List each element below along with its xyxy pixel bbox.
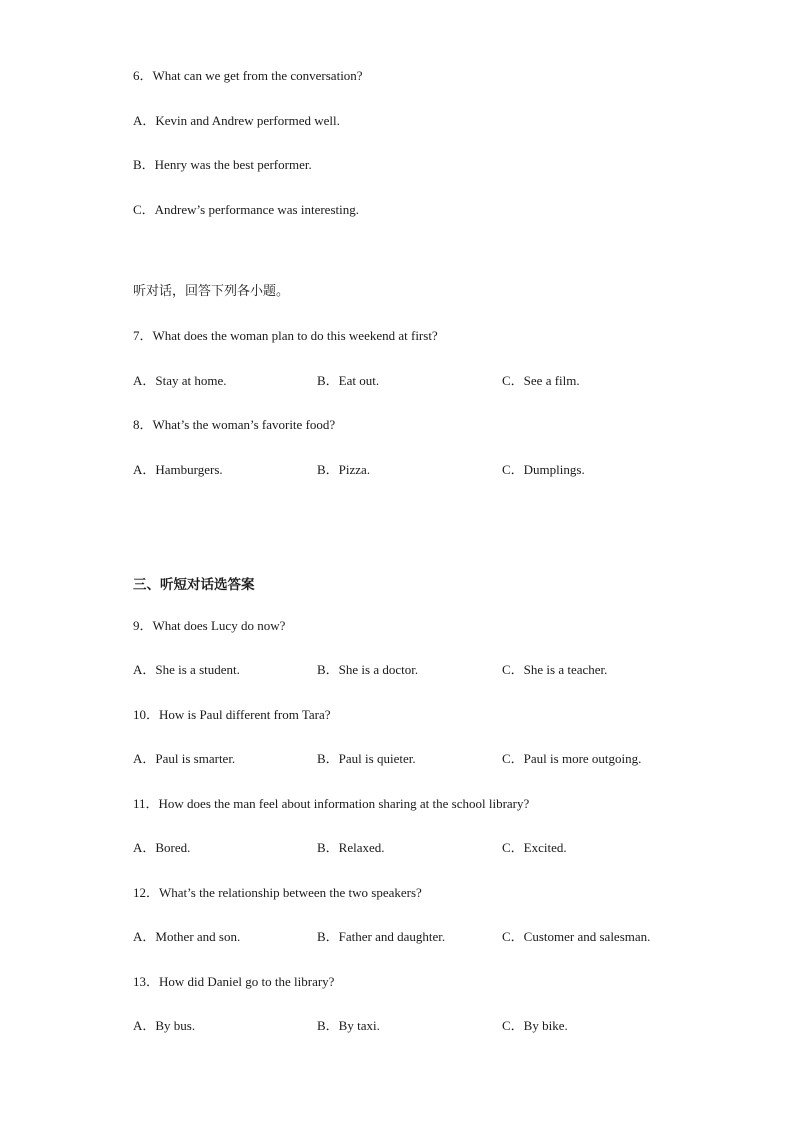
q9-option-c: C．She is a teacher.: [502, 662, 608, 677]
q12-option-b: B．Father and daughter.: [317, 929, 446, 944]
q6-option-c: C．Andrew’s performance was interesting.: [133, 202, 359, 217]
q10-option-a: A．Paul is smarter.: [133, 751, 236, 766]
q10-option-b: B．Paul is quieter.: [317, 751, 416, 766]
q13-option-c: C．By bike.: [502, 1018, 568, 1033]
group-instruction: 听对话，回答下列各小题。: [133, 284, 290, 299]
question-11: 11．How does the man feel about information sharing at the school library?: [133, 796, 530, 811]
q12-option-a: A．Mother and son.: [133, 929, 241, 944]
q7-option-b: B．Eat out.: [317, 373, 380, 388]
q11-option-b: B．Relaxed.: [317, 840, 385, 855]
question-12: 12．What’s the relationship between the two speakers?: [133, 885, 422, 900]
q9-option-b: B．She is a doctor.: [317, 662, 419, 677]
q12-option-c: C．Customer and salesman.: [502, 929, 651, 944]
q11-option-a: A．Bored.: [133, 840, 191, 855]
q11-option-c: C．Excited.: [502, 840, 567, 855]
q13-option-b: B．By taxi.: [317, 1018, 380, 1033]
q7-option-a: A．Stay at home.: [133, 373, 227, 388]
q10-option-c: C．Paul is more outgoing.: [502, 751, 642, 766]
q8-option-a: A．Hamburgers.: [133, 462, 223, 477]
question-6: 6．What can we get from the conversation?: [133, 68, 363, 83]
q7-option-c: C．See a film.: [502, 373, 580, 388]
q6-option-b: B．Henry was the best performer.: [133, 157, 312, 172]
q8-option-b: B．Pizza.: [317, 462, 371, 477]
q8-option-c: C．Dumplings.: [502, 462, 585, 477]
question-13: 13．How did Daniel go to the library?: [133, 974, 335, 989]
question-9: 9．What does Lucy do now?: [133, 618, 286, 633]
section-3-title: 三、听短对话选答案: [133, 577, 255, 593]
q9-option-a: A．She is a student.: [133, 662, 240, 677]
question-10: 10．How is Paul different from Tara?: [133, 707, 331, 722]
q13-option-a: A．By bus.: [133, 1018, 196, 1033]
q6-option-a: A．Kevin and Andrew performed well.: [133, 113, 340, 128]
question-7: 7．What does the woman plan to do this weekend at first?: [133, 328, 438, 343]
question-8: 8．What’s the woman’s favorite food?: [133, 417, 336, 432]
